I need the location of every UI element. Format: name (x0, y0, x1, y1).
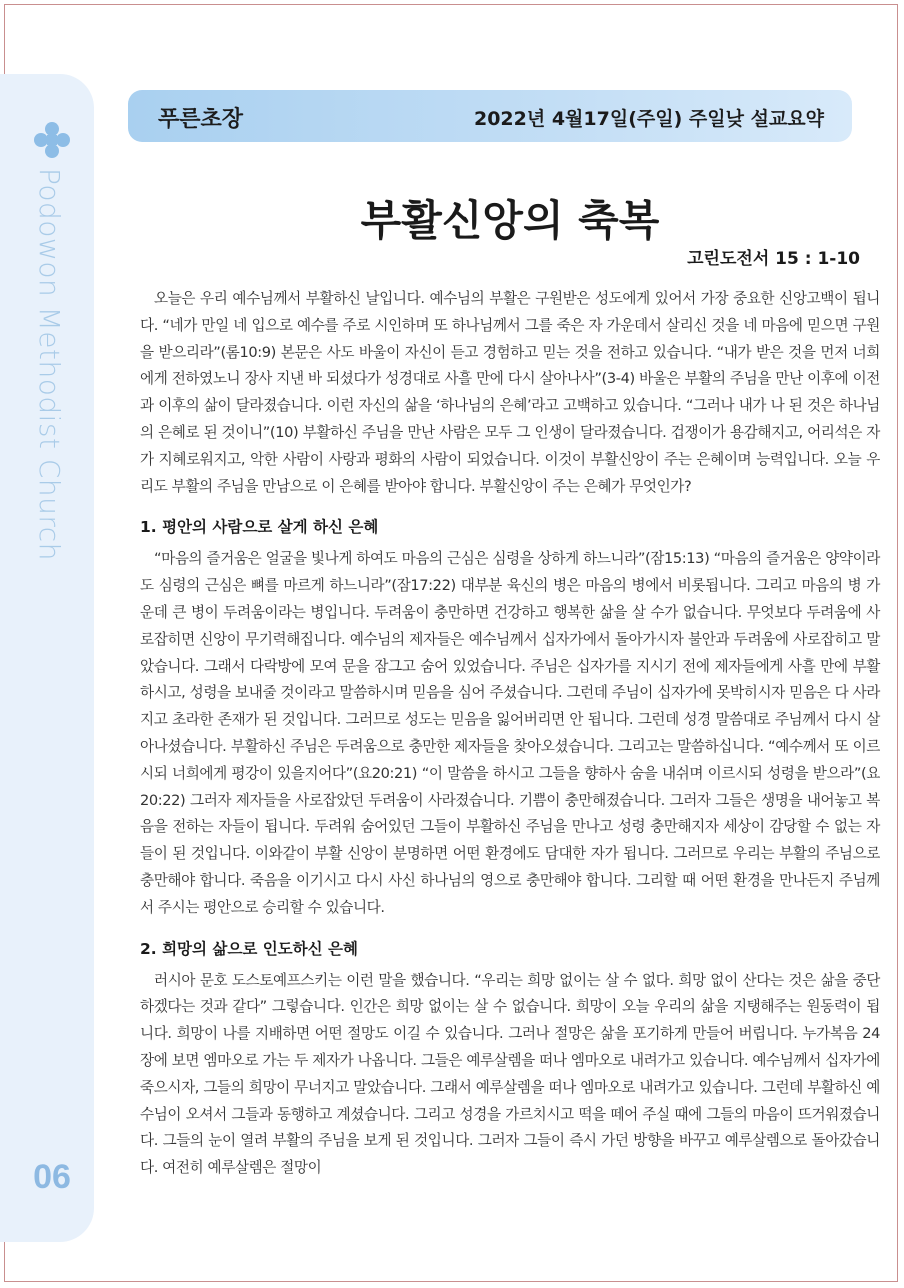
sermon-title: 부활신앙의 축복 (360, 196, 660, 245)
sermon-body (140, 286, 880, 1182)
cross-logo-icon (32, 120, 72, 160)
section-2-title: 2. 희망의 삶으로 인도하신 은혜 (140, 939, 358, 958)
scripture-reference: 고린도전서 15 : 1-10 (687, 249, 860, 269)
page-number: 06 (33, 1158, 71, 1196)
header-banner (128, 90, 852, 142)
section-name: 푸른초장 (158, 107, 244, 132)
section-1-paragraph: “마음의 즐거움은 얼굴을 빛나게 하여도 마음의 근심은 심령을 상하게 하느니라”(잠15:13) “마음의 즐거움은 양약이라도 심령의 근심은 뼈를 마르게 하느니라”(잠17:22) 대부분 육신의 병은 마음의 병에서 비롯됩니다. 그리고 마음의 병 가운데 큰 병이 두려움이라는 병입니다. 두려움이 충만하면 건강하고 행복한 삶을 살 수가 없습니다. 무엇보다 두려움에 사로잡히면 신앙이 무기력해집니다. 예수님의 제자들은 예수님께서 십자가에서 돌아가시자 불안과 두려움에 사로잡히고 말았습니다. 그래서 다락방에 모여 문을 잠그고 숨어 있었습니다. 주님은 십자가를 지시기 전에 제자들에게 사흘 만에 부활하시고, 성령을 보내줄 것이라고 말씀하시며 믿음을 심어 주셨습니다. 그런데 주님이 십자가에 못박히시자 믿음은 다 사라지고 초라한 존재가 된 것입니다. 그러므로 성도는 믿음을 잃어버리면 안 됩니다. 그런데 성경 말씀대로 주님께서 다시 살아나셨습니다. 부활하신 주님은 두려움으로 충만한 제자들을 찾아오셨습니다. 그리고는 말씀하십니다. “예수께서 또 이르시되 너희에게 평강이 있을지어다”(요20:21) “이 말씀을 하시고 그들을 향하사 숨을 내쉬며 이르시되 성령을 받으라”(요20:22) 그러자 제자들을 사로잡았던 두려움이 사라졌습니다. 기쁨이 충만해졌습니다. 그러자 그들은 생명을 내어놓고 복음을 전하는 자들이 됩니다. 두려워 숨어있던 그들이 부활하신 주님을 만나고 성령 충만해지자 세상이 감당할 수 없는 자들이 된 것입니다. 이와같이 부활 신앙이 분명하면 어떤 환경에도 담대한 자가 됩니다. 그러므로 우리는 부활의 주님으로 충만해야 합니다. 죽음을 이기시고 다시 사신 하나님의 영으로 충만해야 합니다. 그리할 때 어떤 환경을 만나든지 주님께서 주시는 평안으로 승리할 수 있습니다. (140, 550, 880, 916)
section-1-title: 1. 평안의 사람으로 살게 하신 은혜 (140, 518, 379, 537)
section-2-paragraph: 러시아 문호 도스토예프스키는 이런 말을 했습니다. “우리는 희망 없이는 살 수 없다. 희망 없이 산다는 것은 삶을 중단하겠다는 것과 같다” 그렇습니다. 인간은 희망 없이는 살 수 없습니다. 희망이 오늘 우리의 삶을 지탱해주는 원동력이 됩니다. 희망이 나를 지배하면 어떤 절망도 이길 수 있습니다. 그러나 절망은 삶을 포기하게 만들어 버립니다. 누가복음 24장에 보면 엠마오로 가는 두 제자가 나옵니다. 그들은 예루살렘을 떠나 엠마오로 내려가고 있습니다. 예수님께서 십자가에 죽으시자, 그들의 희망이 무너지고 말았습니다. 그래서 예루살렘을 떠나 엠마오로 내려가고 있습니다. 그런데 부활하신 예수님이 오셔서 그들과 동행하고 계셨습니다. 그리고 성경을 가르치시고 떡을 떼어 주실 때에 그들의 마음이 뜨거워졌습니다. 그들의 눈이 열려 부활의 주님을 보게 된 것입니다. 그러자 그들이 즉시 가던 방향을 바꾸고 예루살렘으로 돌아갔습니다. 여전히 예루살렘은 절망이 (140, 971, 880, 1177)
intro-paragraph: 오늘은 우리 예수님께서 부활하신 날입니다. 예수님의 부활은 구원받은 성도에게 있어서 가장 중요한 신앙고백이 됩니다. “네가 만일 네 입으로 예수를 주로 시인하며 또 하나님께서 그를 죽은 자 가운데서 살리신 것을 네 마음에 믿으면 구원을 받으리라”(롬10:9) 본문은 사도 바울이 자신이 듣고 경험하고 믿는 것을 전하고 있습니다. “내가 받은 것을 먼저 너희에게 전하였노니 장사 지낸 바 되셨다가 성경대로 사흘 만에 다시 살아나사”(3-4) 바울은 부활의 주님을 만난 이후에 이전과 이후의 삶이 달라졌습니다. 이런 자신의 삶을 ‘하나님의 은혜’라고 고백하고 있습니다. “그러나 내가 나 된 것은 하나님의 은혜로 된 것이니”(10) 부활하신 주님을 만난 사람은 모두 그 인생이 달라졌습니다. 겁쟁이가 용감해지고, 어리석은 자가 지혜로워지고, 악한 사람이 사랑과 평화의 사람이 되었습니다. 이것이 부활신앙이 주는 은혜이며 능력입니다. 오늘 우리도 부활의 주님을 만남으로 이 은혜를 받아야 합니다. 부활신앙이 주는 은혜가 무엇인가? (140, 290, 880, 495)
sermon-date: 2022년 4월17일(주일) 주일낮 설교요약 (473, 108, 824, 130)
church-name-vertical: Podowon Methodist Church (33, 168, 66, 561)
